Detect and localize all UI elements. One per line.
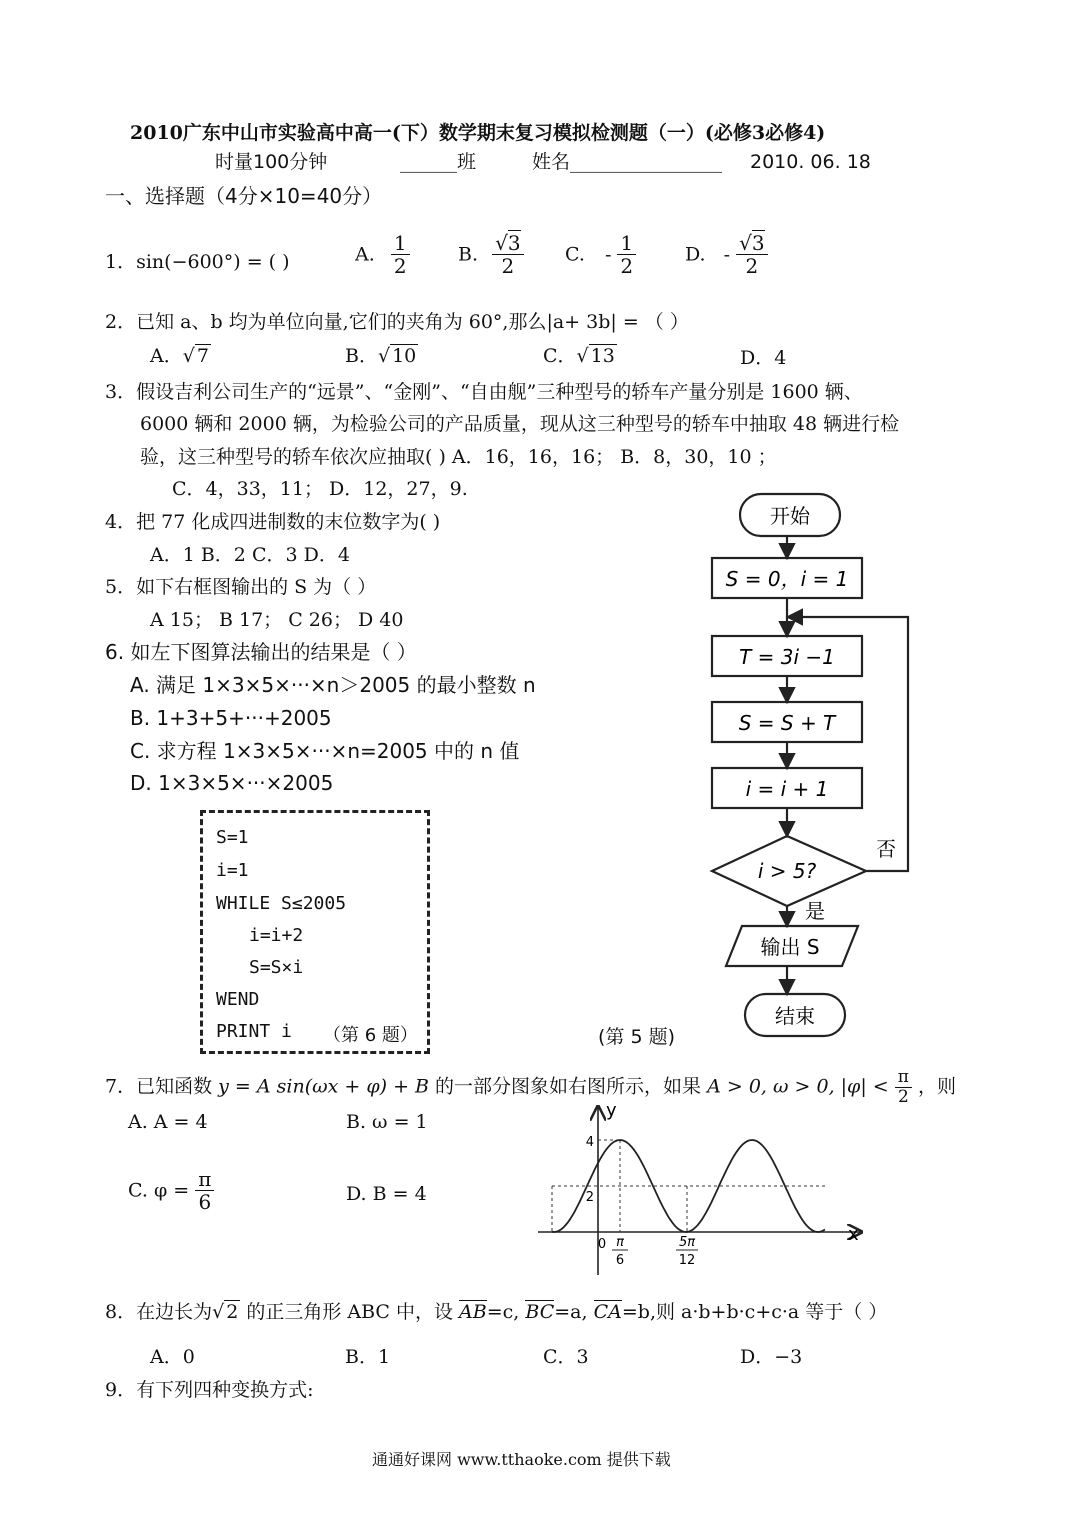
time-label: 时量100分钟 [215, 151, 328, 173]
name-label: 姓名________________ [532, 151, 723, 173]
q1-option-b: B. $\frac{√3}{2}$ [458, 232, 524, 277]
q4-options: A．1 B．2 C．3 D．4 [150, 544, 350, 566]
q7-option-a: A. A = 4 [128, 1111, 208, 1133]
flow-init-label: S = 0，i = 1 [725, 567, 849, 591]
q8-option-d: D．−3 [740, 1346, 803, 1368]
q8-option-b: B．1 [345, 1346, 391, 1368]
vector-bc: BC [525, 1301, 555, 1323]
code-line: WHILE S≤2005 [216, 893, 347, 914]
q2-option-c: C．√ 13 [543, 345, 615, 367]
q7-option-d: D. B = 4 [346, 1183, 427, 1205]
q7-option-b: B. ω = 1 [346, 1111, 428, 1133]
q1-option-c: C. - $\frac{1}{2}$ [565, 232, 636, 277]
q5-options: A 15； B 17； C 26； D 40 [150, 609, 404, 631]
q4-stem: 4．把 77 化成四进制数的末位数字为( ) [105, 511, 441, 533]
q2-stem: 2．已知 a、b 均为单位向量,它们的夹角为 60°,那么|a+ 3b| = （ ） [105, 311, 689, 333]
x1-num-label: π [616, 1235, 624, 1250]
flow-step2-label: S = S + T [738, 711, 836, 735]
q7-stem: 7．已知函数 y = A sin(ωx + φ) + B 的一部分图象如右图所示，如果 A > 0, ω > 0, |φ| < $\frac{\pi}{2}$ ，则 [105, 1067, 957, 1107]
y-axis-label: y [606, 1100, 617, 1121]
tick-2-label: 2 [585, 1190, 594, 1205]
q2-option-d: D．4 [740, 347, 787, 369]
q6-option-d: D. 1×3×5×···×2005 [130, 771, 334, 795]
code-line: WEND [216, 989, 260, 1010]
q7-function: y = A sin(ωx + φ) + B [218, 1075, 429, 1098]
flow-yes-label: 是 [805, 899, 825, 923]
sine-graph [530, 1100, 870, 1280]
footer-text: 通通好课网 www.tthaoke.com 提供下载 [372, 1450, 671, 1469]
q2-option-b: B．√ 10 [345, 345, 417, 367]
q3-line-1: 3．假设吉利公司生产的“远景”、“金刚”、“自由舰”三种型号的轿车产量分别是 1600 辆、 [105, 381, 863, 403]
q1-option-a: A. $\frac{1}{2}$ [355, 232, 410, 277]
x1-den-label: 6 [615, 1253, 625, 1268]
q6-option-b: B. 1+3+5+···+2005 [130, 706, 332, 730]
code-line: S=S×i [249, 957, 304, 978]
page-title: 2010广东中山市实验高中高一(下）数学期末复习模拟检测题（一）(必修3必修4) [130, 122, 826, 144]
sine-curve [552, 1140, 825, 1232]
q6-option-c: C. 求方程 1×3×5×···×n=2005 中的 n 值 [130, 739, 520, 763]
q1-option-d: D. - $\frac{√3}{2}$ [685, 232, 768, 277]
flowchart-caption: (第 5 题) [598, 1026, 675, 1048]
q3-line-4: C．4，33，11； D．12，27，9. [172, 478, 468, 500]
code-line: S=1 [216, 827, 249, 848]
tick-4-label: 4 [585, 1135, 594, 1150]
x2-num-label: 5π [678, 1235, 696, 1250]
flow-cond-label: i > 5? [757, 859, 817, 883]
code-caption: （第 6 题） [323, 1025, 418, 1046]
q3-line-3: 验，这三种型号的轿车依次应抽取( ) A．16，16，16； B．8，30，10 ； [140, 446, 777, 468]
origin-label: 0 [597, 1237, 607, 1252]
flowchart [690, 486, 930, 1056]
q2-option-a: A．√ 7 [150, 345, 209, 367]
q5-stem: 5．如下右框图输出的 S 为（ ） [105, 576, 377, 598]
code-line: i=i+2 [249, 925, 304, 946]
q8-option-c: C．3 [543, 1346, 589, 1368]
flow-step3-label: i = i + 1 [745, 777, 829, 801]
q9-stem: 9．有下列四种变换方式: [105, 1379, 314, 1401]
q3-line-2: 6000 辆和 2000 辆，为检验公司的产品质量，现从这三种型号的轿车中抽取 48 辆进行检 [140, 413, 900, 435]
q6-stem: 6. 如左下图算法输出的结果是（ ） [105, 640, 417, 664]
x-axis-label: x [848, 1224, 859, 1245]
flow-step1-label: T = 3i −1 [739, 645, 835, 669]
code-line: PRINT i [216, 1021, 292, 1042]
flow-end-label: 结束 [775, 1004, 815, 1028]
q8-option-a: A．0 [150, 1346, 195, 1368]
flow-start-label: 开始 [770, 504, 810, 528]
q1-stem: 1．sin(−600°) = ( ) [105, 251, 290, 273]
q6-option-a: A. 满足 1×3×5×···×n＞2005 的最小整数 n [130, 673, 536, 697]
flow-no-label: 否 [876, 837, 896, 861]
q6-code-box [200, 810, 430, 1054]
q8-stem: 8．在边长为√ 2 的正三角形 ABC 中，设 AB=c, BC=a, CA=b,则 a·b+b·c+c·a 等于（ ） [105, 1301, 888, 1323]
x2-den-label: 12 [678, 1253, 696, 1268]
code-line: i=1 [216, 860, 249, 881]
class-label: ______班 [400, 151, 477, 173]
section-heading: 一、选择题（4分×10=40分） [105, 184, 383, 208]
flow-output-label: 输出 S [760, 935, 820, 959]
vector-ca: CA [593, 1301, 622, 1323]
q7-condition: A > 0, ω > 0, |φ| < [707, 1075, 889, 1098]
exam-date: 2010. 06. 18 [750, 151, 871, 173]
q7-option-c: C. φ = $\frac{\pi}{6}$ [128, 1168, 214, 1213]
vector-ab: AB [459, 1301, 487, 1323]
